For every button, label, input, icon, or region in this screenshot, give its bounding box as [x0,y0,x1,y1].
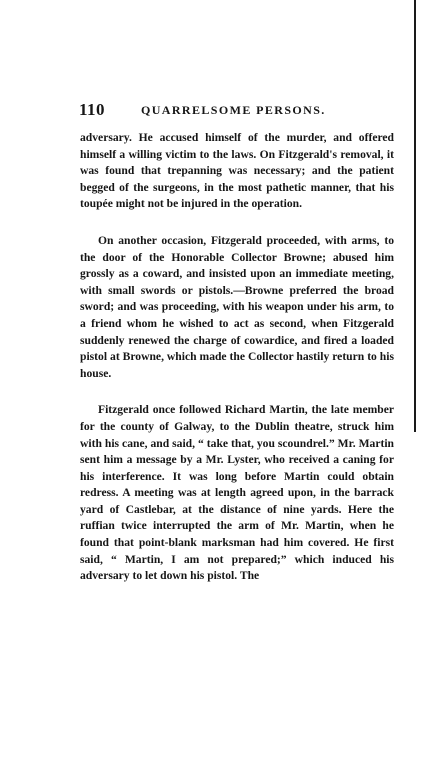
body-text [80,130,394,585]
page-header [79,100,389,120]
paragraph-continuation: adversary. He accused himself of the murder, and offered himself a willing victim to the laws. On Fitzgerald's removal, it was found that trepanning was necessary; and the patient begged of the surgeons, in the most pathetic manner, that his toupée might not be injured in the operation. [80,131,394,211]
paragraph-browne: On another occasion, Fitzgerald proceeded, with arms, to the door of the Honorable Collector Browne; abused him grossly as a coward, and insisted upon an immediate meeting, with small swords or pistols.—Browne preferred the broad sword; and was proceeding, with his weapon under his arm, to a friend whom he wished to act as second, when Fitzgerald suddenly renewed the charge of cowardice, and fired a loaded pistol at Browne, which made the Collector hastily return to his house. [80,233,394,380]
page-edge-rule [414,0,416,432]
running-head: QUARRELSOME PERSONS. [141,103,326,117]
paragraph-martin: Fitzgerald once followed Richard Martin, the late member for the county of Galway, to the Dublin theatre, struck him with his cane, and said, “ take that, you scoundrel.” Mr. Martin sent him a message by a Mr. Lyster, who received a caning for his interference. It was long before Martin could obtain redress. A meeting was at length agreed upon, in the barrack yard of Castlebar, at the distance of nine yards. Here the ruffian twice interrupted the arm of Mr. Martin, when he found that point-blank marksman had him covered. He first said, “ Martin, I am not prepared;” which induced his adversary to let down his pistol. The [80,403,394,583]
page-number: 110 [79,100,106,119]
